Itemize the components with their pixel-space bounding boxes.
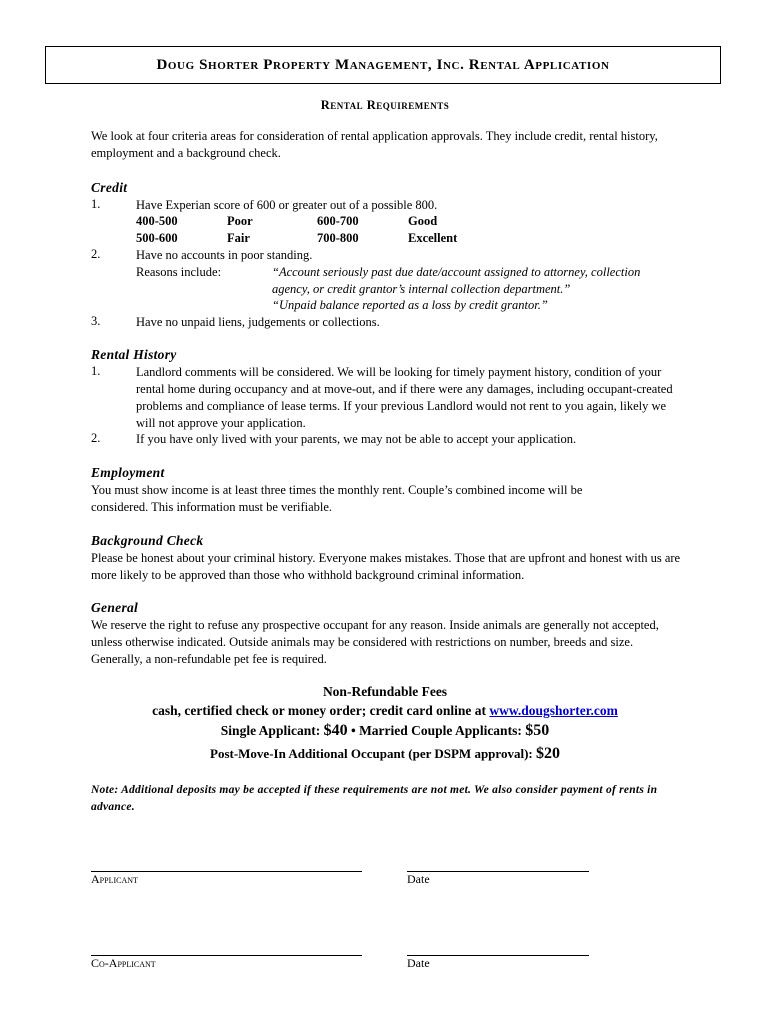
background-text: Please be honest about your criminal history. Everyone makes mistakes. Those that are upfront and honest with us are more likely to be approved than those who withhold background criminal information. bbox=[91, 551, 681, 582]
score-range: 400-500 bbox=[136, 214, 178, 228]
section-subtitle: Rental Requirements bbox=[320, 98, 450, 112]
intro-paragraph: We look at four criteria areas for consideration of rental application approvals. They include credit, rental history, employment and a background check. bbox=[91, 129, 658, 160]
single-amount: $40 bbox=[323, 722, 348, 739]
document-title: Doug Shorter Property Management, Inc. Rental Application bbox=[45, 46, 721, 84]
list-number: 1. bbox=[91, 364, 101, 378]
score-label: Fair bbox=[227, 231, 250, 245]
note-text: Note: Additional deposits may be accepted if these requirements are not met. We also consider payment of rents in advance. bbox=[91, 784, 658, 813]
rental-history-item-2: If you have only lived with your parents, we may not be able to accept your application. bbox=[136, 432, 577, 446]
score-label: Excellent bbox=[408, 231, 458, 245]
bullet: • bbox=[350, 723, 356, 738]
list-number: 3. bbox=[91, 314, 101, 328]
credit-item-3: Have no unpaid liens, judgements or collections. bbox=[136, 315, 380, 329]
website-link[interactable]: www.dougshorter.com bbox=[489, 703, 618, 718]
list-number: 1. bbox=[91, 197, 101, 211]
applicant-date-line[interactable] bbox=[407, 871, 589, 872]
score-range: 700-800 bbox=[317, 231, 359, 245]
coapplicant-label: Co-Applicant bbox=[91, 956, 156, 970]
additional-label: Post-Move-In Additional Occupant (per DSPM approval): bbox=[210, 746, 533, 761]
fees-additional-line bbox=[0, 745, 770, 763]
employment-heading: Employment bbox=[91, 465, 165, 480]
score-range: 600-700 bbox=[317, 214, 359, 228]
date-label: Date bbox=[407, 956, 430, 970]
fees-applicant-line bbox=[0, 722, 770, 740]
list-number: 2. bbox=[91, 247, 101, 261]
coapplicant-date-line[interactable] bbox=[407, 955, 589, 956]
rental-history-item-1: Landlord comments will be considered. We will be looking for timely payment history, condition of your rental home during occupancy and at move-out, and if there were any damages, including occupant-created problems and compliance of lease terms. If your previous Landlord would not rent to you again, likely we will not approve your application. bbox=[136, 365, 673, 430]
married-amount: $50 bbox=[525, 722, 550, 739]
score-label: Good bbox=[408, 214, 438, 228]
employment-text: You must show income is at least three times the monthly rent. Couple’s combined income will be considered. This information must be verifiable. bbox=[91, 483, 583, 514]
general-heading: General bbox=[91, 600, 139, 615]
payment-text: cash, certified check or money order; credit card online at bbox=[152, 703, 487, 718]
background-heading: Background Check bbox=[91, 533, 204, 548]
reason-quote: “Unpaid balance reported as a loss by credit grantor.” bbox=[272, 298, 548, 312]
score-range: 500-600 bbox=[136, 231, 178, 245]
fees-heading: Non-Refundable Fees bbox=[322, 684, 448, 699]
applicant-label: Applicant bbox=[91, 872, 138, 886]
list-number: 2. bbox=[91, 431, 101, 445]
single-label: Single Applicant: bbox=[220, 723, 321, 738]
credit-item-2: Have no accounts in poor standing. bbox=[136, 248, 313, 262]
additional-amount: $20 bbox=[535, 745, 560, 762]
general-text: We reserve the right to refuse any prospective occupant for any reason. Inside animals are generally not accepted, unless otherwise indicated. Outside animals may be considered with restrictions on number, breeds and size. Generally, a non-refundable pet fee is required. bbox=[91, 618, 659, 666]
score-label: Poor bbox=[227, 214, 253, 228]
married-label: Married Couple Applicants: bbox=[359, 723, 522, 738]
reason-quote: “Account seriously past due date/account assigned to attorney, collection bbox=[272, 265, 641, 279]
reasons-label: Reasons include: bbox=[136, 265, 222, 279]
credit-item-1: Have Experian score of 600 or greater out of a possible 800. bbox=[136, 198, 438, 212]
credit-heading: Credit bbox=[91, 180, 128, 195]
rental-history-heading: Rental History bbox=[91, 347, 177, 362]
date-label: Date bbox=[407, 872, 430, 886]
reason-quote: agency, or credit grantor’s internal collection department.” bbox=[272, 282, 571, 296]
fees-payment-line bbox=[0, 703, 770, 719]
